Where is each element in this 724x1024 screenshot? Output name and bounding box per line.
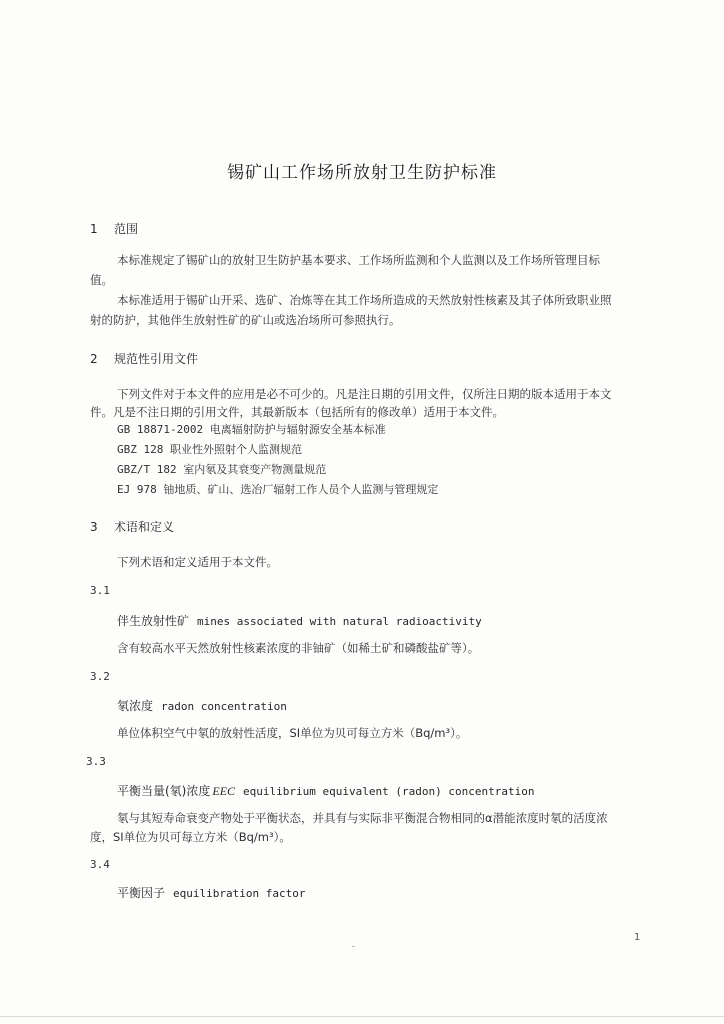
term-3-3-definition-line1: 氡与其短寿命衰变产物处于平衡状态，并具有与实际非平衡混合物相同的α潜能浓度时氡的活度浓 bbox=[117, 811, 608, 825]
section-2-number: 2 bbox=[90, 352, 98, 366]
term-3-3-en: equilibrium equivalent (radon) concentration bbox=[243, 785, 535, 798]
section-2-para-line2: 件。凡是不注日期的引用文件，其最新版本（包括所有的修改单）适用于本文件。 bbox=[90, 405, 504, 419]
section-1-heading bbox=[90, 220, 138, 237]
term-3-1-zh: 伴生放射性矿 bbox=[117, 614, 190, 628]
term-3-4-number: 3.4 bbox=[90, 858, 110, 871]
term-3-4-en: equilibration factor bbox=[173, 887, 306, 900]
term-3-3 bbox=[117, 782, 534, 799]
term-3-1 bbox=[117, 612, 482, 629]
section-2-title: 规范性引用文件 bbox=[114, 352, 199, 366]
term-3-2-definition: 单位体积空气中氡的放射性活度，SI单位为贝可每立方米（Bq/m³）。 bbox=[117, 726, 468, 740]
term-3-1-number: 3.1 bbox=[90, 584, 110, 597]
term-3-3-definition-line2: 度，SI单位为贝可每立方米（Bq/m³）。 bbox=[90, 830, 291, 844]
term-3-2-number: 3.2 bbox=[90, 670, 110, 683]
reference-item: GB 18871-2002 电离辐射防护与辐射源安全基本标准 bbox=[117, 423, 386, 436]
term-3-2-zh: 氡浓度 bbox=[117, 699, 154, 713]
section-1-para2-line1: 本标准适用于锡矿山开采、选矿、冶炼等在其工作场所造成的天然放射性核素及其子体所致职业照 bbox=[117, 293, 612, 307]
section-1-title: 范围 bbox=[114, 222, 139, 236]
term-3-3-zh: 平衡当量(氡)浓度 bbox=[117, 784, 211, 798]
section-1-para1-line1: 本标准规定了锡矿山的放射卫生防护基本要求、工作场所监测和个人监测以及工作场所管理目标 bbox=[117, 253, 600, 267]
section-3-number: 3 bbox=[90, 520, 98, 534]
section-1-number: 1 bbox=[90, 222, 98, 236]
reference-item: GBZ/T 182 室内氡及其衰变产物测量规范 bbox=[117, 463, 327, 476]
term-3-4-zh: 平衡因子 bbox=[117, 886, 166, 900]
term-3-2-en: radon concentration bbox=[161, 700, 287, 713]
page-number: 1 bbox=[634, 932, 641, 943]
term-3-1-definition: 含有较高水平天然放射性核素浓度的非铀矿（如稀土矿和磷酸盐矿等）。 bbox=[117, 641, 480, 655]
section-3-intro: 下列术语和定义适用于本文件。 bbox=[117, 555, 278, 569]
section-1-para2-line2: 射的防护，其他伴生放射性矿的矿山或选冶场所可参照执行。 bbox=[90, 313, 401, 327]
scan-speck bbox=[352, 946, 355, 947]
reference-item: GBZ 128 职业性外照射个人监测规范 bbox=[117, 443, 302, 456]
term-3-1-en: mines associated with natural radioactivity bbox=[197, 615, 482, 628]
section-1-para1-line2: 值。 bbox=[90, 273, 113, 287]
section-2-heading bbox=[90, 350, 198, 367]
term-3-4 bbox=[117, 884, 305, 901]
section-3-heading bbox=[90, 518, 174, 535]
section-2-para-line1: 下列文件对于本文件的应用是必不可少的。凡是注日期的引用文件，仅所注日期的版本适用于本文 bbox=[117, 387, 612, 401]
page-edge-line bbox=[0, 1016, 724, 1017]
term-3-3-number: 3.3 bbox=[86, 755, 106, 768]
document-title: 锡矿山工作场所放射卫生防护标准 bbox=[227, 163, 497, 183]
term-3-3-abbr: EEC bbox=[212, 784, 236, 798]
term-3-2 bbox=[117, 697, 287, 714]
section-3-title: 术语和定义 bbox=[114, 520, 175, 534]
reference-item: EJ 978 铀地质、矿山、选冶厂辐射工作人员个人监测与管理规定 bbox=[117, 483, 439, 496]
